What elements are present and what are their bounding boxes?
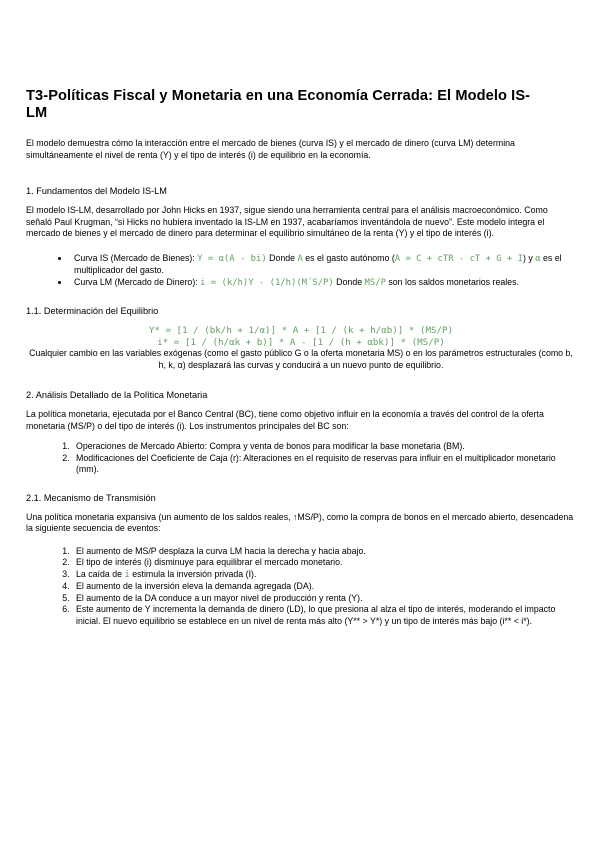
section-2-1-heading: 2.1. Mecanismo de Transmisión bbox=[26, 492, 156, 503]
list-item: 1. Operaciones de Mercado Abierto: Compra y venta de bonos para modificar la base monetaria (BM). bbox=[72, 441, 576, 453]
list-item: • Curva IS (Mercado de Bienes): Y = α(A - bi) Donde A es el gasto autónomo (A = C + cTR - cT + G + I) y α es el multiplicador del gasto. bbox=[70, 253, 576, 277]
bc-instruments-list bbox=[26, 441, 576, 476]
equilibrium-equation-i: i* = [1 / (h/αk + b)] * A - [1 / (h + αbk)] * (MS/P) bbox=[157, 336, 445, 348]
list-item: 1. El aumento de MS/P desplaza la curva LM hacia la derecha y hacia abajo. bbox=[72, 546, 576, 558]
intro-paragraph: El modelo demuestra cómo la interacción entre el mercado de bienes (curva IS) y el mercado de dinero (curva LM) determina simultáneamente el nivel de renta (Y) y el tipo de interés (i) de equilibrio en la economía. bbox=[26, 138, 515, 160]
section-2-paragraph: La política monetaria, ejecutada por el Banco Central (BC), tiene como objetivo influir en la economía a través del control de la oferta monetaria (MS/P) o del tipo de interés (i). Los instrumentos principales del BC son: bbox=[26, 409, 544, 431]
list-item: 3. La caída de i estimula la inversión privada (I). bbox=[72, 569, 576, 582]
is-lm-bullet-list bbox=[26, 253, 576, 290]
section-1-paragraph: El modelo IS-LM, desarrollado por John Hicks en 1937, sigue siendo una herramienta central para el análisis macroeconómico. Como señaló Paul Krugman, “si Hicks no hubiera inventado la IS-LM en 1937, acabaríamos inventándola de nuevo”. Este modelo integra el mercado de bienes y el mercado de dinero para determinar el equilibrio simultáneo de la renta (Y) y el tipo de interés (i). bbox=[26, 205, 548, 238]
list-item: 4. El aumento de la inversión eleva la demanda agregada (DA). bbox=[72, 581, 576, 593]
list-item: 6. Este aumento de Y incrementa la demanda de dinero (LD), lo que presiona al alza el tipo de interés, moderando el impacto inicial. El nuevo equilibrio se establece en un nivel de renta más alto (Y** > Y*) y un tipo de interés más bajo (i** < i*). bbox=[72, 604, 576, 627]
equilibrium-note: Cualquier cambio en las variables exógenas (como el gasto público G o la oferta monetaria MS) o en los parámetros estructurales (como b, h, k, α) desplazará las curvas y conducirá a un nuevo punto de equilibrio. bbox=[29, 348, 573, 370]
list-item: 2. El tipo de interés (i) disminuye para equilibrar el mercado monetario. bbox=[72, 557, 576, 569]
section-1-heading: 1. Fundamentos del Modelo IS-LM bbox=[26, 186, 167, 196]
list-item: • Curva LM (Mercado de Dinero): i = (k/h)Y - (1/h)(M´S/P) Donde MS/P son los saldos monetarios reales. bbox=[70, 277, 576, 290]
equilibrium-equation-y: Y* = [1 / (bk/h + 1/α)] * A + [1 / (k + h/αb)] * (MS/P) bbox=[148, 325, 454, 336]
list-item: 5. El aumento de la DA conduce a un mayor nivel de producción y renta (Y). bbox=[72, 593, 576, 605]
section-1-1-heading: 1.1. Determinación del Equilibrio bbox=[26, 306, 159, 316]
section-2-heading: 2. Análisis Detallado de la Política Monetaria bbox=[26, 390, 208, 400]
section-2-1-paragraph: Una política monetaria expansiva (un aumento de los saldos reales, ↑MS/P), como la compra de bonos en el mercado abierto, desencadena la siguiente secuencia de eventos: bbox=[26, 511, 574, 533]
document-title: T3-Políticas Fiscal y Monetaria en una Economía Cerrada: El Modelo IS-LM bbox=[26, 88, 531, 121]
list-item: 2. Modificaciones del Coeficiente de Caja (r): Alteraciones en el requisito de reservas para influir en el multiplicador monetario (mm). bbox=[72, 453, 576, 476]
transmission-steps-list bbox=[26, 546, 576, 628]
